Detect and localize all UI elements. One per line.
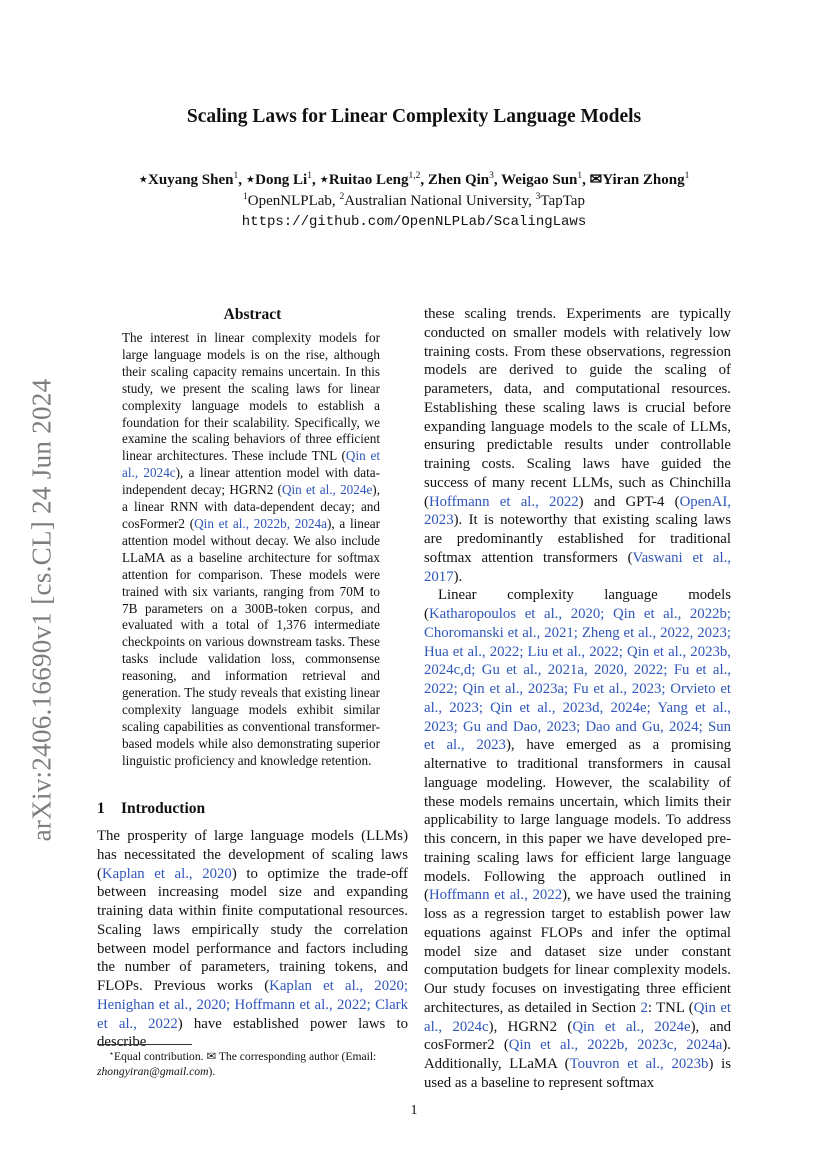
citation-link[interactable]: Hoffmann et al., 2022 <box>428 493 579 510</box>
citation-link[interactable]: Qin et al., 2024c <box>122 448 380 481</box>
citation-link[interactable]: Katharopoulos et al., 2020; Qin et al., 2022b; Choromanski et al., 2021; Zheng et al., 2022, 2023; Hua et al., 2022; Liu et al., 2022; Qin et al., 2023b, 2024c,d; Gu et al., 2021a, 2020, 2022; Fu et al., 2022; Qin et al., 2023a; Fu et al., 2023; Orvieto et al., 2023; Qin et al., 2023d, 2024e; Yang et al., 2023; Gu and Dao, 2023; Dao and Gu, 2024; Sun et al., 2023 <box>424 606 731 754</box>
citation-link[interactable]: Qin et al., 2022b, 2024a <box>194 515 327 531</box>
author-name: Ruitao Leng <box>328 172 409 188</box>
citation-link[interactable]: Qin et al., 2024c <box>424 999 732 1035</box>
paper-title: Scaling Laws for Linear Complexity Language Models <box>186 106 642 127</box>
author-name: Weigao Sun <box>501 172 578 188</box>
paragraph: these scaling trends. Experiments are typically conducted on smaller models with relatively low training costs. From these observations, regression models are derived to guide the scaling of parameters, data, and computational resources. Establishing these scaling laws is crucial before expanding language models to the scale of LLMs, ensuring predictable results under controllable training costs. Scaling laws have guided the success of many recent LLMs, such as Chinchilla (Hoffmann et al., 2022) and GPT-4 (OpenAI, 2023). It is noteworthy that existing scaling laws are predominantly established for traditional softmax attention transformers (Vaswani et al., 2017). <box>424 306 732 585</box>
paragraph: Linear complexity language models (Katharopoulos et al., 2020; Qin et al., 2022b; Choromanski et al., 2021; Zheng et al., 2022, 2023; Hua et al., 2022; Liu et al., 2022; Qin et al., 2023b, 2024c,d; Gu et al., 2021a, 2020, 2022; Fu et al., 2022; Qin et al., 2023a; Fu et al., 2023; Orvieto et al., 2023; Qin et al., 2023d, 2024e; Yang et al., 2023; Gu and Dao, 2023; Dao and Gu, 2024; Sun et al., 2023), have emerged as a promising alternative to traditional transformers in causal language modeling. However, the scalability of these models remains uncertain, which limits their applicability to large language models. To address this concern, in this paper we have developed pre-training scaling laws for efficient large language models. Following the approach outlined in (Hoffmann et al., 2022), we have used the training loss as a regression target to establish power law equations against FLOPs and infer the optimal model size and dataset size under constant computation budgets for linear complexity models. Our study focuses on investigating three efficient architectures, as detailed in Section 2: TNL (Qin et al., 2024c), HGRN2 (Qin et al., 2024e), and cosFormer2 (Qin et al., 2022b, 2023c, 2024a). Additionally, LLaMA (Touvron et al., 2023b) is used as a baseline to represent softmax <box>424 587 732 1091</box>
email-link[interactable]: zhongyiran@gmail.com <box>97 1065 209 1078</box>
intro-left-column: The prosperity of large language models (LLMs) has necessitated the development of scaling laws (Kaplan et al., 2020) to optimize the trade-off between increasing model size and expanding training data within finite computational resources. Scaling laws empirically study the correlation between model performance and factors including the number of parameters, training tokens, and FLOPs. Previous works (Kaplan et al., 2020; Henighan et al., 2020; Hoffmann et al., 2022; Clark et al., 2022) have established power laws to describe <box>97 828 409 1051</box>
author-name: Dong Li <box>255 172 308 188</box>
section-number: 1 <box>97 800 105 817</box>
author-name: Yiran Zhong <box>602 172 685 188</box>
citation-link[interactable]: Vaswani et al., 2017 <box>424 549 732 585</box>
citation-link[interactable]: Kaplan et al., 2020; Henighan et al., 2020; Hoffmann et al., 2022; Clark et al., 2022 <box>97 978 408 1032</box>
section-reference-link[interactable]: 2 <box>640 999 648 1016</box>
footnote: ⋆Equal contribution. ✉ The corresponding author (Email: zhongyiran@gmail.com). <box>97 1049 377 1078</box>
citation-link[interactable]: OpenAI, 2023 <box>424 493 731 529</box>
arxiv-side-stamp <box>22 370 62 850</box>
abstract-body: The interest in linear complexity models for large language models is on the rise, although their scaling capacity remains uncertain. In this study, we present the scaling laws for linear complexity language models to establish a foundation for their scalability. Specifically, we examine the scaling behaviors of three efficient linear architectures. These include TNL (Qin et al., 2024c), a linear attention model with data-independent decay; HGRN2 (Qin et al., 2024e), a linear RNN with data-dependent decay; and cosFormer2 (Qin et al., 2022b, 2024a), a linear attention model without decay. We also include LLaMA as a baseline architecture for softmax attention for comparison. These models were trained with six variants, ranging from 70M to 7B parameters on a 300B-token corpus, and evaluated with a total of 1,376 intermediate checkpoints on various downstream tasks. These tasks include validation loss, commonsense reasoning, and information retrieval and generation. The study reveals that existing linear complexity language models exhibit similar scaling capabilities as conventional transformer-based models while also demonstrating superior linguistic proficiency and knowledge retention. <box>122 330 380 768</box>
citation-link[interactable]: Qin et al., 2024e <box>572 1018 691 1035</box>
affiliations: $^1$OpenNLPLab, $^2$Australian National University, $^3$TapTap <box>243 192 585 209</box>
author-name: Xuyang Shen <box>148 172 234 188</box>
citation-link[interactable]: Qin et al., 2024e <box>281 482 373 498</box>
author-names: ⋆Xuyang Shen$^1$, ⋆Dong Li$^1$, ⋆Ruitao Leng$^{1,2}$, Zhen Qin$^3$, Weigao Sun$^1$, ✉Yiran Zhong$^1$ <box>138 171 690 188</box>
footnote-divider <box>97 1044 192 1045</box>
arxiv-identifier: arXiv:2406.16690v1 [cs.CL] 24 Jun 2024 <box>26 378 57 842</box>
abstract-heading: Abstract <box>223 306 282 323</box>
page-number: 1 <box>410 1103 418 1118</box>
citation-link[interactable]: Qin et al., 2022b, 2023c, 2024a <box>508 1037 723 1054</box>
section-title: Introduction <box>121 800 206 817</box>
envelope-icon: ✉ <box>589 172 603 188</box>
repository-link[interactable]: https://github.com/OpenNLPLab/ScalingLaws <box>241 214 587 230</box>
envelope-icon: ✉ <box>206 1050 217 1063</box>
citation-link[interactable]: Hoffmann et al., 2022 <box>428 887 563 904</box>
author-name: Zhen Qin <box>427 172 490 188</box>
section-heading-introduction <box>97 800 205 818</box>
citation-link[interactable]: Touvron et al., 2023b <box>569 1056 709 1072</box>
intro-right-column <box>424 305 731 1093</box>
citation-link[interactable]: Kaplan et al., 2020 <box>101 865 232 882</box>
author-block <box>0 170 828 233</box>
